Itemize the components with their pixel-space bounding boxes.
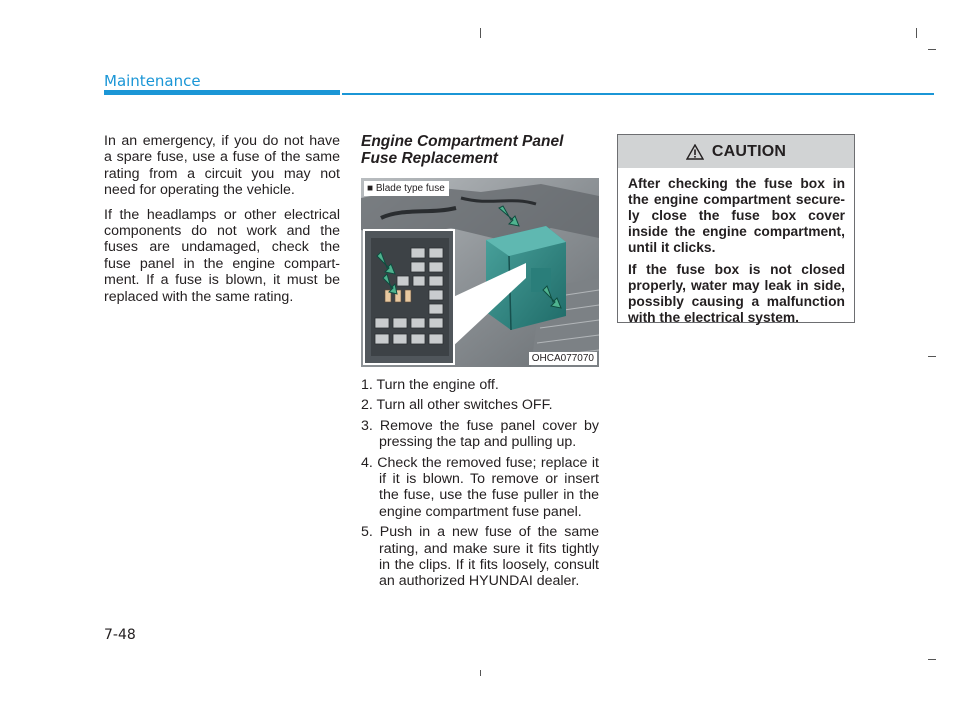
crop-mark — [928, 659, 936, 660]
caution-box — [617, 134, 855, 323]
section-heading-line: Engine Compartment Panel — [361, 133, 564, 150]
caution-title: CAUTION — [711, 142, 787, 160]
procedure-column — [361, 133, 599, 594]
step-item: 2. Turn all other switches OFF. — [361, 397, 553, 414]
intro-paragraph: In an emergency, if you do not have a spare fuse, use a fuse of the same rating from a circuit you may not need for operating the vehicle. — [104, 133, 340, 199]
crop-mark — [928, 356, 936, 357]
crop-mark — [916, 28, 917, 38]
page-number: 7-48 — [104, 627, 136, 643]
step-item: 3. Remove the fuse panel cover by pressing the tap and pulling up. — [361, 417, 599, 451]
caution-body — [618, 168, 854, 326]
fuse-panel-figure — [361, 178, 599, 367]
figure-label: ■ Blade type fuse — [364, 181, 449, 196]
caution-paragraph: After checking the fuse box in the engine compartment secure- ly close the fuse box cover inside the engine compartment, until it clicks. — [628, 176, 845, 255]
header-rule-thin — [342, 93, 934, 95]
intro-paragraph: If the headlamps or other electrical components do not work and the fuses are undamaged, check the fuse panel in the engine compart- ment. If a fuse is blown, it must be replaced with the same rating. — [104, 206, 340, 305]
caution-paragraph: If the fuse box is not closed properly, water may leak in side, possibly causing a malfunction with the electrical system. — [628, 262, 845, 325]
crop-mark — [928, 49, 936, 50]
figure-code: OHCA077070 — [529, 352, 597, 365]
crop-mark — [480, 670, 481, 676]
section-heading — [361, 133, 599, 167]
header-rule-thick — [104, 90, 340, 95]
steps-list — [361, 377, 599, 590]
step-item: 4. Check the removed fuse; replace it if it is blown. To remove or insert the fuse, use the fuse puller in the engine compartment fuse panel. — [361, 454, 599, 520]
section-heading-line: Fuse Replacement — [361, 150, 498, 167]
caution-header — [618, 135, 854, 168]
engine-compartment-illustration — [361, 178, 599, 367]
intro-column — [104, 133, 340, 313]
section-title: Maintenance — [104, 72, 201, 90]
step-item: 1. Turn the engine off. — [361, 377, 499, 393]
warning-triangle-icon — [686, 144, 704, 160]
crop-mark — [480, 28, 481, 38]
step-item: 5. Push in a new fuse of the same rating, and make sure it fits tightly in the clips. If it fits loosely, consult an authorized HYUNDAI dealer. — [361, 524, 599, 590]
